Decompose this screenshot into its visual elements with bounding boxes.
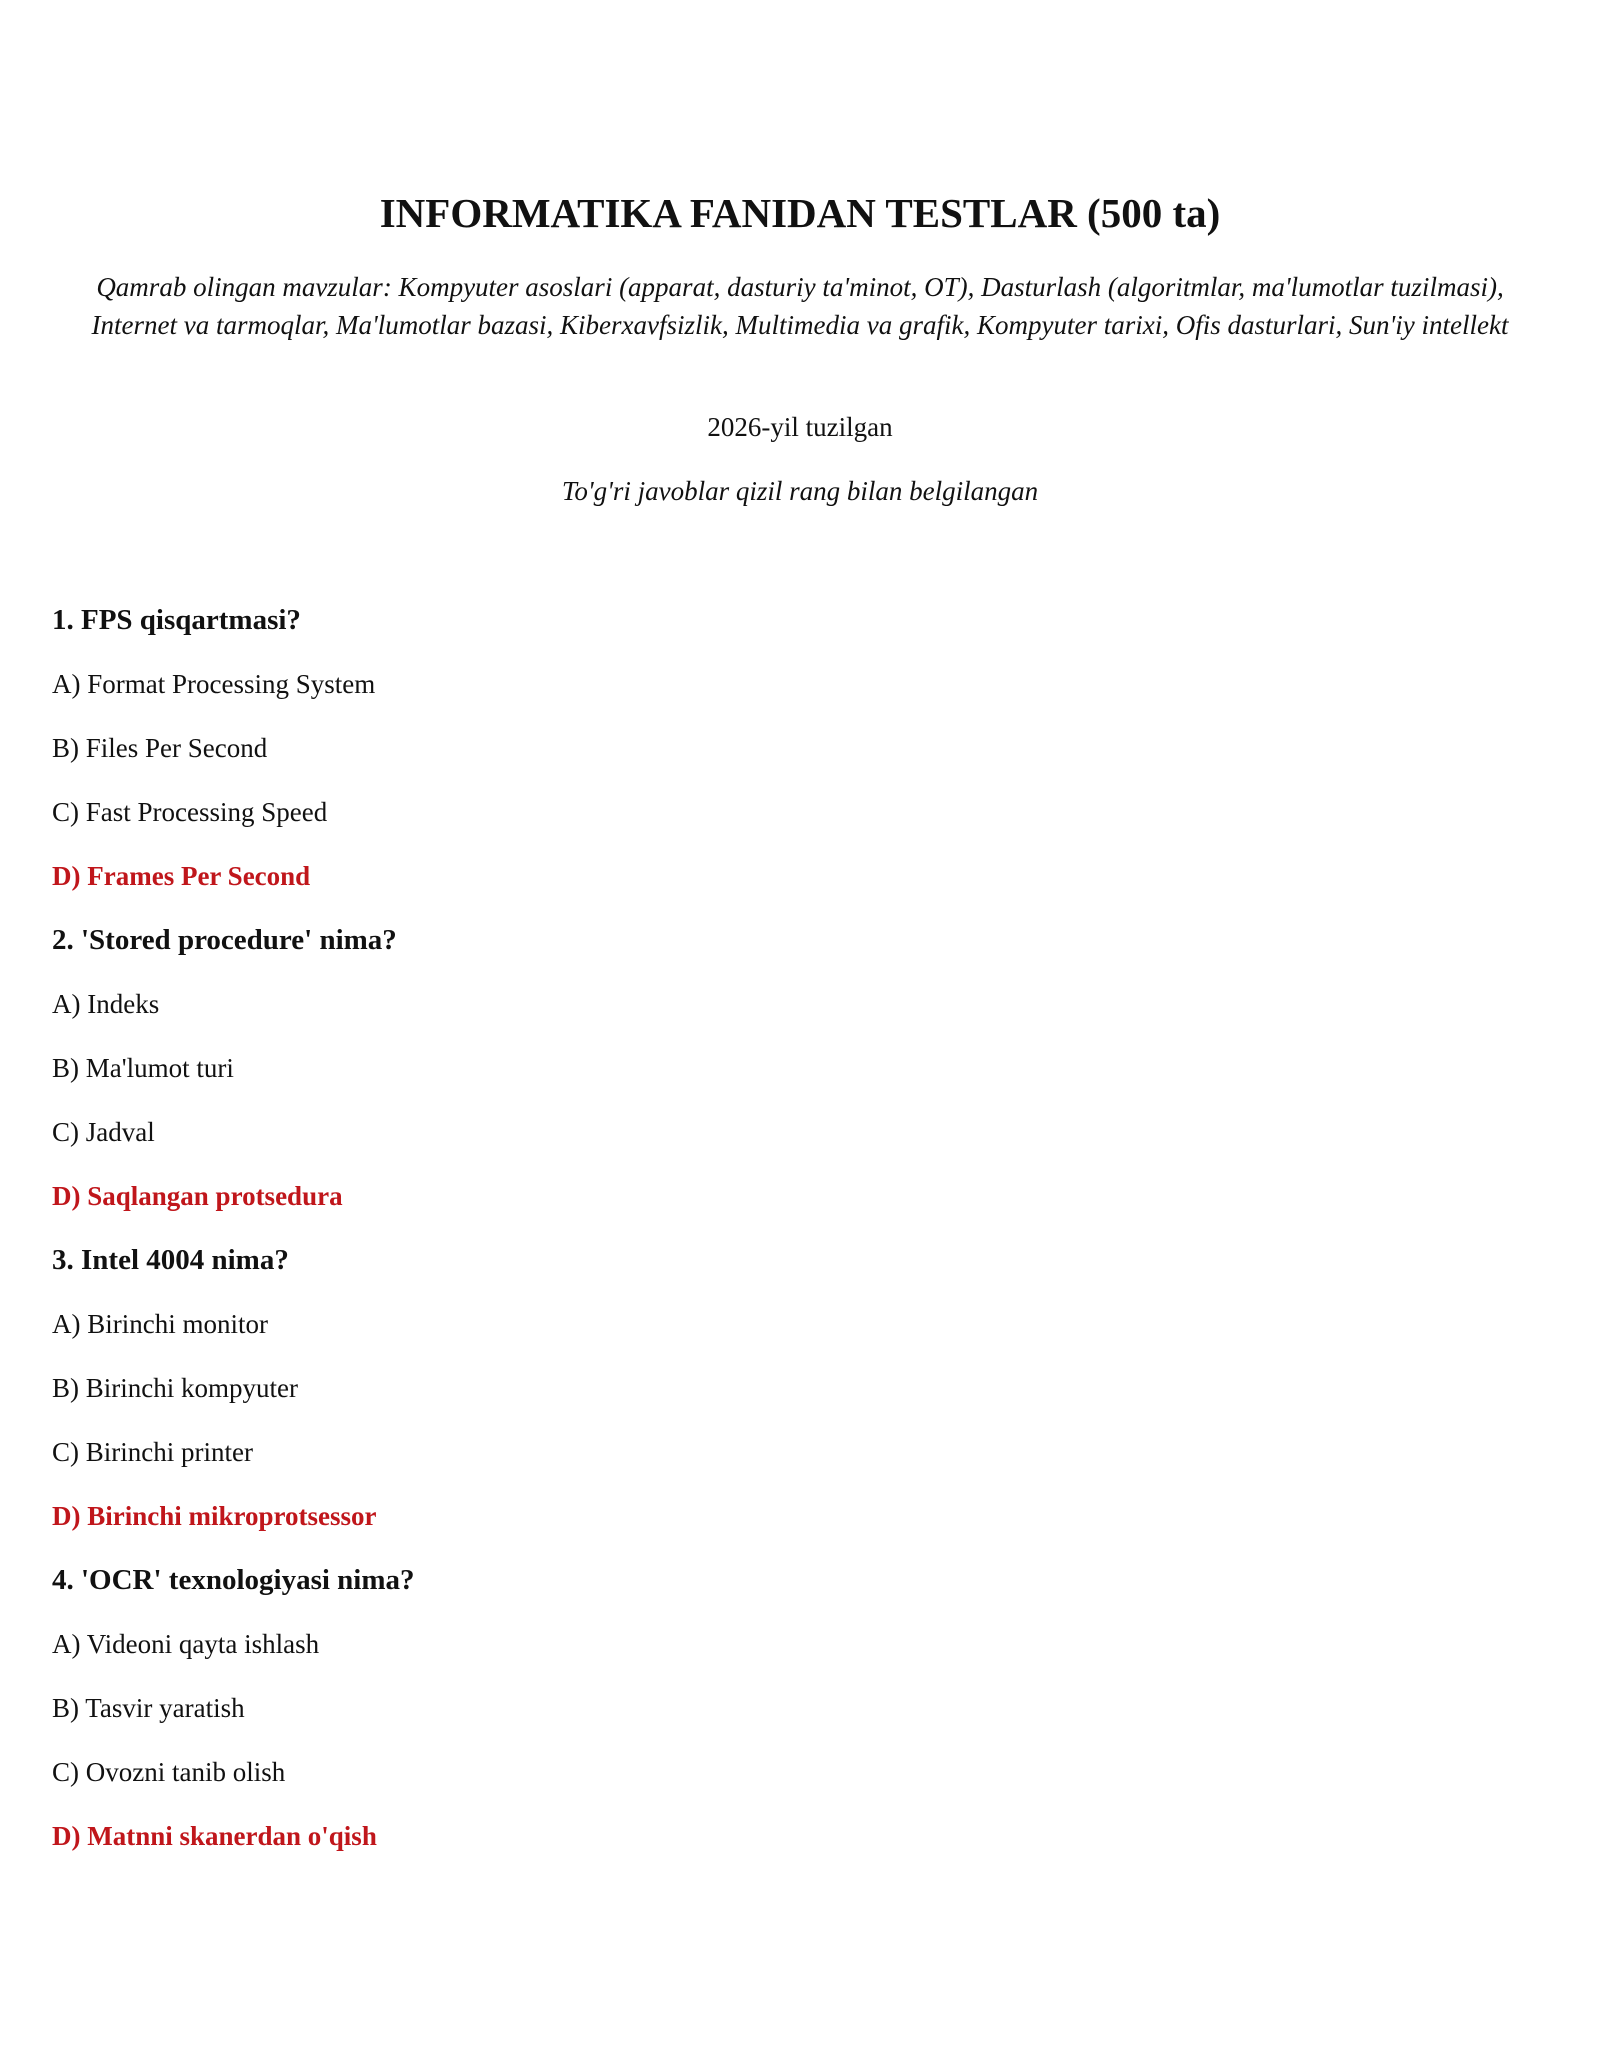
correct-answer-option: D) Frames Per Second (52, 861, 311, 891)
correct-answer-option: D) Saqlangan protsedura (52, 1181, 343, 1211)
answer-option: B) Tasvir yaratish (52, 1693, 245, 1723)
document-title: INFORMATIKA FANIDAN TESTLAR (500 ta) (379, 190, 1221, 236)
question-item (52, 920, 1542, 1216)
question-text: 1. FPS qisqartmasi? (52, 604, 301, 636)
answer-option: B) Files Per Second (52, 733, 268, 763)
question-item (52, 600, 1542, 896)
answer-option: A) Videoni qayta ishlash (52, 1629, 320, 1659)
question-list (52, 600, 1542, 1880)
answer-option: B) Birinchi kompyuter (52, 1373, 298, 1403)
answer-option: C) Birinchi printer (52, 1437, 253, 1467)
question-text: 3. Intel 4004 nima? (52, 1244, 289, 1276)
answer-option: A) Indeks (52, 989, 160, 1019)
question-text: 2. 'Stored procedure' nima? (52, 924, 397, 956)
year-line: 2026-yil tuzilgan (707, 412, 893, 442)
answer-key-note: To'g'ri javoblar qizil rang bilan belgilangan (561, 476, 1039, 506)
question-item (52, 1240, 1542, 1536)
correct-answer-option: D) Birinchi mikroprotsessor (52, 1501, 377, 1531)
document-subtitle: Qamrab olingan mavzular: Kompyuter asoslari (apparat, dasturiy ta'minot, OT), Dasturlash (algoritmlar, ma'lumotlar tuzilmasi), Internet va tarmoqlar, Ma'lumotlar bazasi, Kiberxavfsizlik, Multimedia va grafik, Kompyuter tarixi, Ofis dasturlari, Sun'iy intellekt (91, 272, 1509, 340)
answer-option: B) Ma'lumot turi (52, 1053, 234, 1083)
answer-option: C) Jadval (52, 1117, 155, 1147)
question-item (52, 1560, 1542, 1856)
answer-option: C) Ovozni tanib olish (52, 1757, 286, 1787)
question-text: 4. 'OCR' texnologiyasi nima? (52, 1564, 415, 1596)
answer-option: A) Birinchi monitor (52, 1309, 268, 1339)
answer-option: A) Format Processing System (52, 669, 376, 699)
answer-option: C) Fast Processing Speed (52, 797, 328, 827)
correct-answer-option: D) Matnni skanerdan o'qish (52, 1821, 377, 1851)
